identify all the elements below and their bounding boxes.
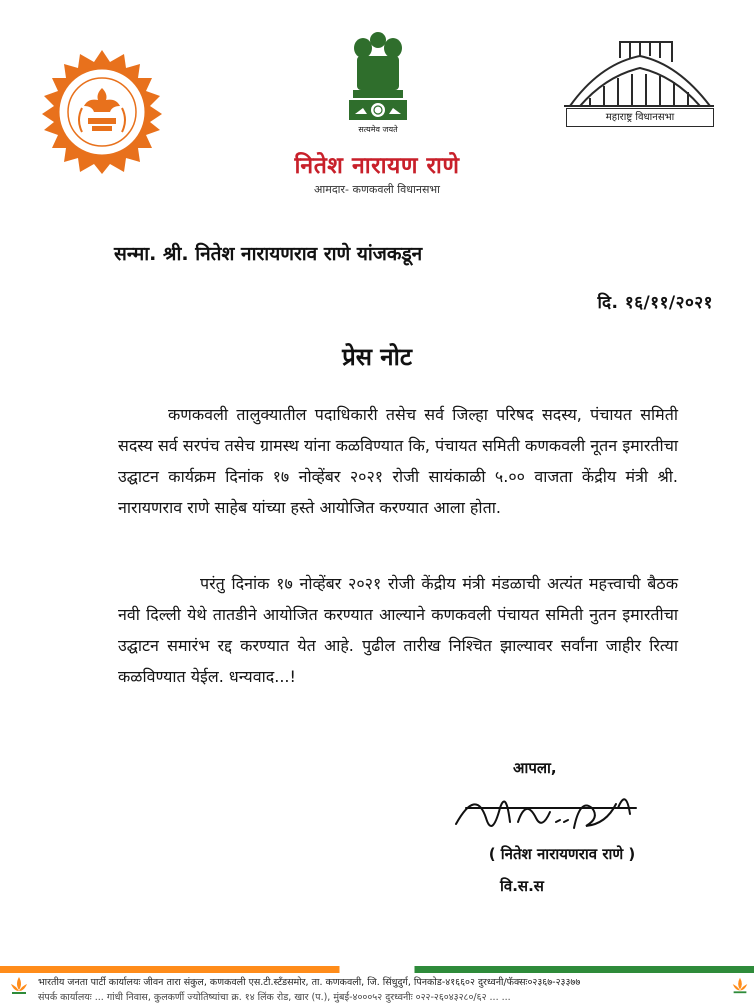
footer-address-line-2: संपर्क कार्यालयः ... गांधी निवास, कुलकर्णी ज्योतिष्यांचा क्र. १४ लिंक रोड, खार (प.), मुंबई-४०००५२ दुरध्वनीः ०२२-२६०४३२८०/६२ ... ... [38, 992, 511, 1003]
footer-tricolor-bar [0, 966, 754, 973]
document-title: प्रेस नोट [342, 343, 412, 371]
body-paragraph-1: कणकवली तालुक्यातील पदाधिकारी तसेच सर्व जिल्हा परिषद सदस्य, पंचायत समिती सदस्य सर्व सरपंच तसेच ग्रामस्थ यांना कळविण्यात कि, पंचायत समिती कणकवली नूतन इमारतीचा उद्घाटन कार्यक्रम दिनांक १७ नोव्हेंबर २०२१ रोजी सायंकाळी ५.०० वाजता केंद्रीय मंत्री श्री. नारायणराव राणे साहेब यांच्या हस्ते आयोजित करण्यात आला होता. [118, 405, 678, 517]
footer-address-line-1: भारतीय जनता पार्टी कार्यालयः जीवन तारा संकुल, कणकवली एस.टी.स्टॅंडसमोर, ता. कणकवली, जि. सिंधुदुर्ग, पिनकोड-४१६६०२ दुरध्वनी/फॅक्सः०२३६७-२३३७७ [38, 977, 581, 988]
letterhead-designation: आमदार- कणकवली विधानसभा [314, 183, 440, 196]
from-line: सन्मा. श्री. नितेश नारायणराव राणे यांजकडून [114, 243, 423, 265]
letterhead-name: नितेश नारायण राणे [294, 153, 460, 179]
signer-title: वि.स.स [500, 877, 544, 895]
document-date: दि. १६/११/२०२१ [597, 293, 713, 313]
closing: आपला, [513, 759, 557, 777]
maharashtra-seal-icon [38, 48, 166, 176]
signer-name: ( नितेश नारायणराव राणे ) [488, 845, 636, 863]
body-paragraph-2: परंतु दिनांक १७ नोव्हेंबर २०२१ रोजी केंद्रीय मंत्री मंडळाची अत्यंत महत्त्वाची बैठक नवी दिल्ली येथे तातडीने आयोजित करण्यात आल्याने कणकवली पंचायत समिती नुतन इमारतीचा उद्घाटन समारंभ रद्द करण्यात येत आहे. पुढील तारीख निश्चित झाल्यावर सर्वांना जाहीर रित्या कळविण्यात येईल. धन्यवाद...! [118, 574, 678, 686]
lotus-icon [8, 974, 30, 996]
emblem-motto: सत्यमेव जयते [358, 125, 398, 134]
ashoka-emblem-icon [335, 28, 421, 138]
lotus-icon [730, 974, 750, 996]
assembly-label: महाराष्ट्र विधानसभा [566, 108, 714, 127]
signature-icon [446, 778, 646, 850]
